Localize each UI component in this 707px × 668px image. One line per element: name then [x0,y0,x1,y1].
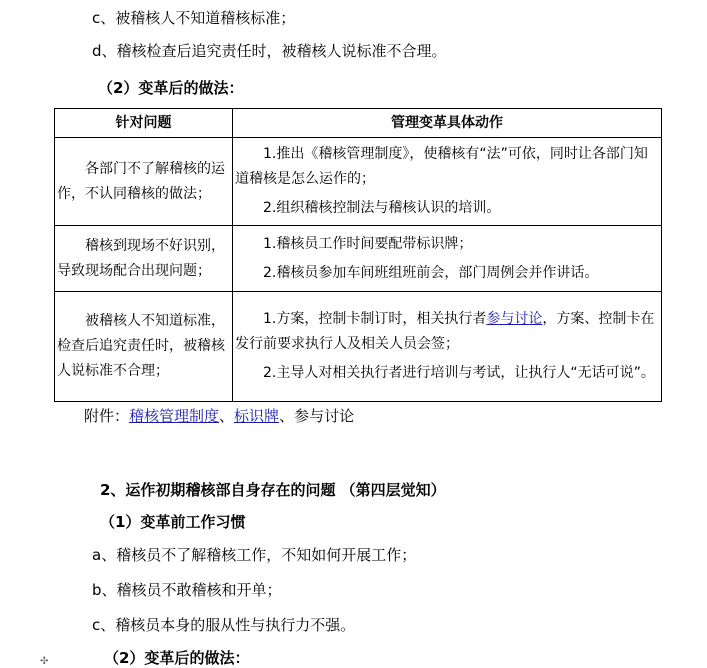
item-c: c、稽核员本身的服从性与执行力不强。 [92,616,356,634]
issue-cell [55,138,233,226]
action-cell [233,138,662,226]
heading-after-change: （2）变革后的做法： [98,79,244,97]
heading-after-change-2: （2）变革后的做法： [104,649,250,667]
header-issue: 针对问题 [55,109,233,138]
attachments-line [84,406,354,426]
action-item: 1.推出《稽核管理制度》，使稽核有“法”可依，同时让各部门知道稽核是怎么运作的； [235,146,648,187]
discussion-link[interactable]: 参与讨论 [486,311,543,327]
header-action: 管理变革具体动作 [233,109,662,138]
action-cell [233,292,662,402]
action-item: 2.主导人对相关执行者进行培训与考试，让执行人“无话可说”。 [263,365,655,381]
text-line-c: c、被稽核人不知道稽核标准； [92,9,296,27]
issue-cell [55,226,233,292]
section2-title: 2、运作初期稽核部自身存在的问题 （第四层觉知） [100,481,446,499]
attachment-text-discussion: 参与讨论 [294,407,355,425]
table-row [55,226,662,292]
change-table [54,108,662,402]
action-item: 2.组织稽核控制法与稽核认识的培训。 [263,200,501,216]
action-item: 2.稽核员参加车间班组班前会，部门周例会并作讲话。 [263,264,599,281]
attachment-link-badge[interactable]: 标识牌 [234,407,280,425]
separator: 、 [219,407,235,425]
table-row [55,138,662,226]
action-item: 1.稽核员工作时间要配带标识牌； [263,235,473,252]
table-row [55,292,662,402]
separator: 、 [279,407,295,425]
text-line-d: d、稽核检查后追究责任时，被稽核人说标准不合理。 [92,42,447,60]
action-text: 1.方案，控制卡制订时，相关执行者 [263,311,487,327]
attachments-label: 附件： [84,407,130,425]
item-a: a、稽核员不了解稽核工作，不知如何开展工作； [92,546,417,564]
table-header-row [55,109,662,138]
item-b: b、稽核员不敢稽核和开单； [92,581,282,599]
issue-text: 各部门不了解稽核的运作，不认同稽核的做法； [57,160,225,202]
issue-cell [55,292,233,402]
heading-before-change: （1）变革前工作习惯 [100,513,246,531]
action-item [235,307,659,357]
attachment-link-audit-policy[interactable]: 稽核管理制度 [129,407,220,425]
action-cell [233,226,662,292]
issue-text: 被稽核人不知道标准，检查后追究责任时，被稽核人说标准不合理； [57,313,225,379]
action-text: ，方案、控制卡在发行前要求执行人及相关人员会签； [235,311,655,352]
drag-handle-icon: ✣ [40,656,49,667]
issue-text: 稽核到现场不好识别，导致现场配合出现问题； [57,237,225,279]
